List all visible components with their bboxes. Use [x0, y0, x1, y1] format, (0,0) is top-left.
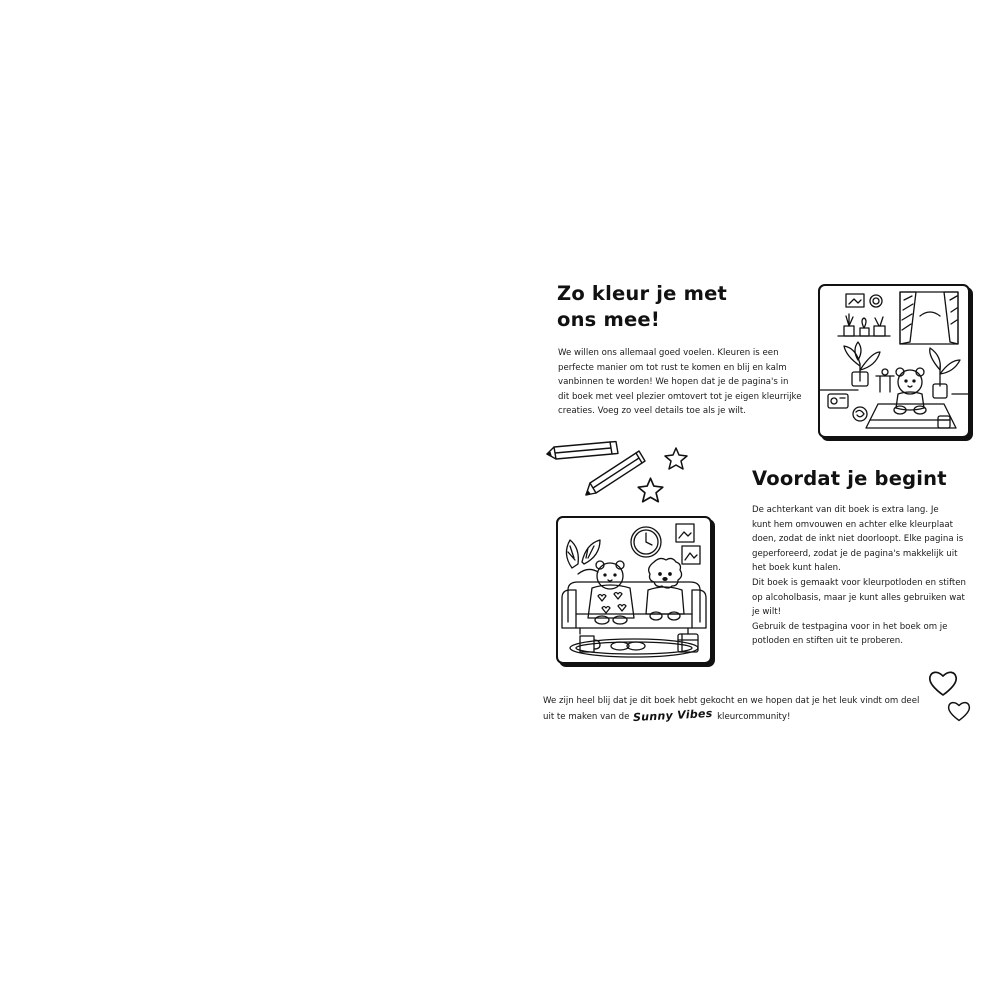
- section1-paragraph: [558, 346, 808, 419]
- paragraph-line: Gebruik de testpagina voor in het boek om je: [752, 621, 948, 632]
- bear-room-illustration: [818, 284, 970, 438]
- paragraph-line: het boek kunt halen.: [752, 563, 841, 574]
- section2-title: Voordat je begint: [752, 467, 947, 490]
- paragraph-line: kunt hem omvouwen en achter elke kleurplaat: [752, 519, 954, 530]
- paragraph-line: potloden en stiften uit te proberen.: [752, 636, 903, 647]
- star-icon: [663, 446, 689, 471]
- heart-icon: [947, 700, 971, 722]
- paragraph-line: op alcoholbasis, maar je kunt alles gebruiken wat: [752, 592, 965, 603]
- closing-line2-before: uit te maken van de: [543, 711, 630, 722]
- section1-title-line1: Zo kleur je met: [557, 282, 728, 305]
- paragraph-line: vanbinnen te worden! We hopen dat je de pagina's in: [558, 377, 789, 388]
- paragraph-line: je wilt!: [752, 607, 782, 618]
- closing-line1: We zijn heel blij dat je dit boek hebt gekocht en we hopen dat je het leuk vindt om deel: [543, 696, 920, 706]
- paragraph-line: Dit boek is gemaakt voor kleurpotloden en stiften: [752, 577, 966, 588]
- closing-line2-after: kleurcommunity!: [717, 711, 791, 722]
- section2-paragraph: [752, 503, 977, 649]
- section1-title-line2: ons mee!: [557, 308, 660, 331]
- closing-paragraph: [543, 694, 933, 724]
- paragraph-line: creaties. Voeg zo veel details toe als je wilt.: [558, 406, 747, 417]
- brand-logo-text: Sunny Vibes: [633, 706, 714, 724]
- paragraph-line: We willen ons allemaal goed voelen. Kleuren is een: [558, 348, 779, 358]
- paragraph-line: perfecte manier om tot rust te komen en blij en kalm: [558, 362, 787, 373]
- paragraph-line: doen, zodat de inkt niet doorloopt. Elke pagina is: [752, 534, 964, 545]
- section1-title: [557, 281, 727, 333]
- paragraph-line: De achterkant van dit boek is extra lang. Je: [752, 505, 939, 515]
- heart-icon: [928, 669, 958, 697]
- paragraph-line: geperforeerd, zodat je de pagina's makkelijk uit: [752, 548, 958, 559]
- paragraph-line: dit boek met veel plezier omtovert tot je eigen kleurrijke: [558, 391, 802, 402]
- star-icon: [636, 476, 665, 504]
- closing-line2: [543, 706, 933, 725]
- sofa-illustration: [556, 516, 712, 664]
